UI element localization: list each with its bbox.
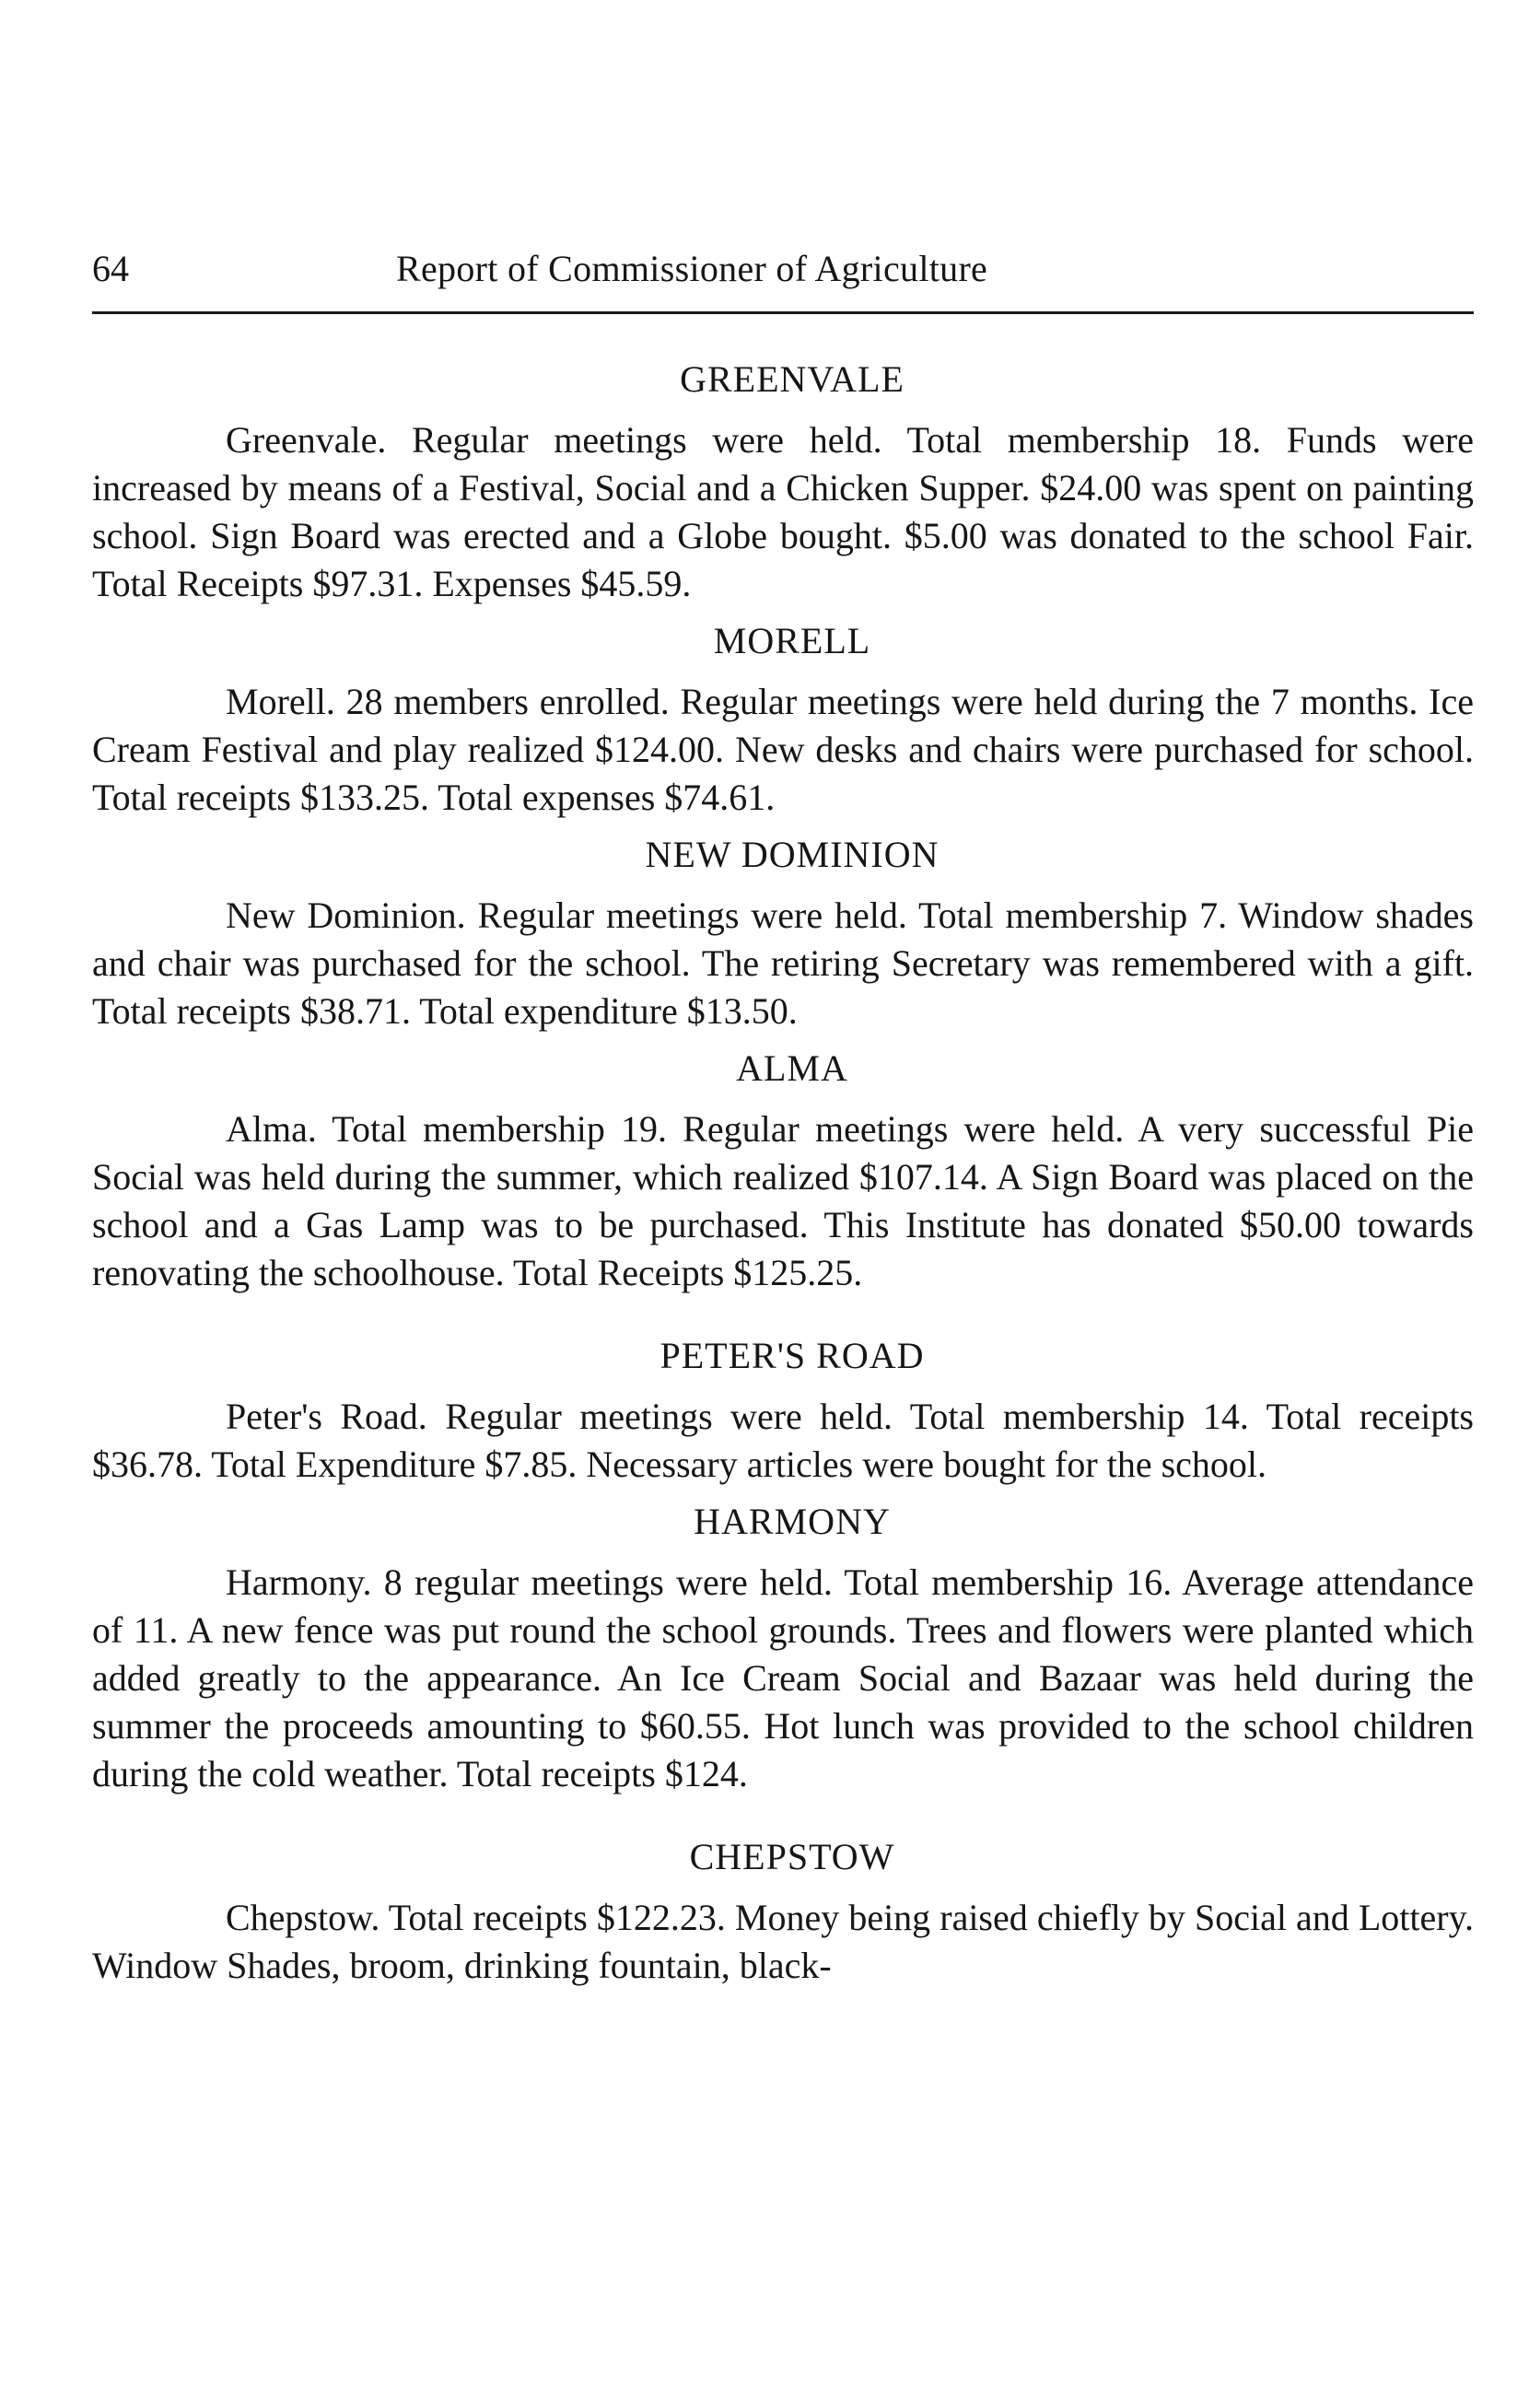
section-heading: CHEPSTOW: [689, 1836, 895, 1877]
section-alma: [92, 1045, 1474, 1297]
section-paragraph: Alma. Total membership 19. Regular meetings were held. A very successful Pie Social was held during the summer, which realized $107.14. A Sign Board was placed on the school and a Gas Lamp was to be purchased. This Institute has donated $50.00 towards renovating the schoolhouse. Total Receipts $125.25.: [92, 1108, 1474, 1293]
report-content: [92, 356, 1474, 1999]
page-number: 64: [92, 248, 129, 289]
header-title: Report of Commissioner of Agriculture: [396, 248, 988, 289]
section-heading: NEW DOMINION: [645, 834, 940, 875]
running-header: [92, 241, 1474, 297]
section-greenvale: [92, 356, 1474, 608]
section-paragraph: Morell. 28 members enrolled. Regular meetings were held during the 7 months. Ice Cream Festival and play realized $124.00. New desks and chairs were purchased for school. Total receipts $133.25. Total expenses $74.61.: [92, 681, 1474, 818]
section-paragraph: Greenvale. Regular meetings were held. Total membership 18. Funds were increased by means of a Festival, Social and a Chicken Supper. $24.00 was spent on painting school. Sign Board was erected and a Globe bought. $5.00 was donated to the school Fair. Total Receipts $97.31. Expenses $45.59.: [92, 419, 1474, 604]
section-heading: PETER'S ROAD: [659, 1335, 925, 1376]
section-morell: [92, 617, 1474, 822]
section-heading: HARMONY: [694, 1501, 891, 1542]
section-paragraph: Chepstow. Total receipts $122.23. Money being raised chiefly by Social and Lottery. Window Shades, broom, drinking fountain, black-: [92, 1897, 1474, 1986]
header-rule: [92, 311, 1474, 314]
section-heading: MORELL: [713, 620, 871, 661]
section-harmony: [92, 1498, 1474, 1798]
section-peters-road: [92, 1332, 1474, 1489]
section-paragraph: New Dominion. Regular meetings were held. Total membership 7. Window shades and chair was purchased for the school. The retiring Secretary was remembered with a gift. Total receipts $38.71. Total expenditure $13.50.: [92, 894, 1474, 1032]
section-heading: GREENVALE: [680, 358, 905, 400]
section-paragraph: Peter's Road. Regular meetings were held. Total membership 14. Total receipts $36.78. Total Expenditure $7.85. Necessary articles were bought for the school.: [92, 1396, 1474, 1485]
section-chepstow: [92, 1833, 1474, 1990]
section-new-dominion: [92, 831, 1474, 1035]
section-heading: ALMA: [736, 1047, 848, 1089]
section-paragraph: Harmony. 8 regular meetings were held. Total membership 16. Average attendance of 11. A new fence was put round the school grounds. Trees and flowers were planted which added greatly to the appearance. An Ice Cream Social and Bazaar was held during the summer the proceeds amounting to $60.55. Hot lunch was provided to the school children during the cold weather. Total receipts $124.: [92, 1561, 1474, 1794]
